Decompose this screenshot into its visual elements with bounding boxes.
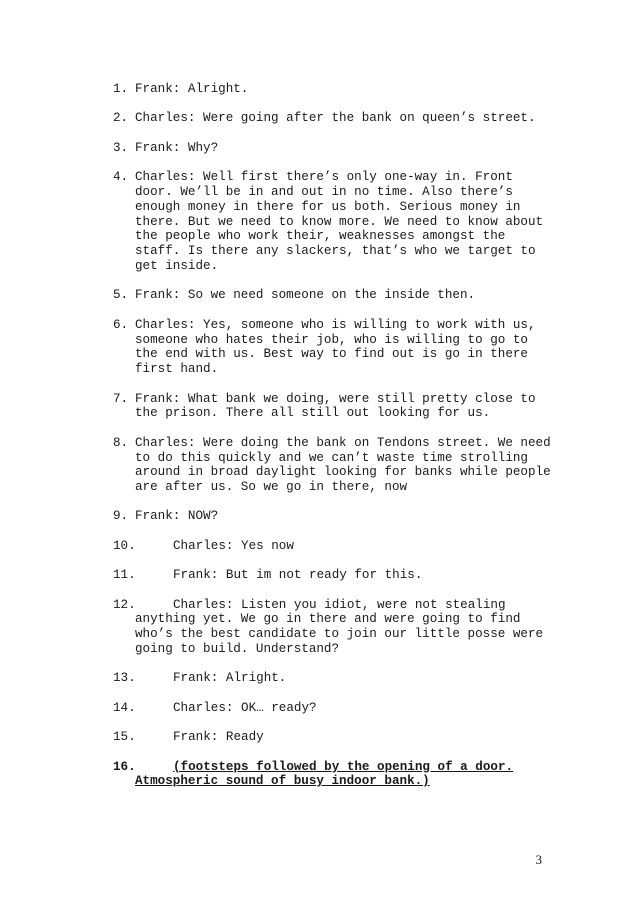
script-line [113,82,553,97]
script-line [113,141,553,156]
stage-direction-text: (footsteps followed by the opening of a door. Atmospheric sound of busy indoor bank.) [135,759,514,789]
line-text: Charles: Listen you idiot, were not stealing anything yet. We go in there and were going to find who’s the best candidate to join our little posse were going to build. Understand? [135,597,544,657]
line-text: Frank: Alright. [135,82,249,96]
script-line [113,568,553,583]
line-text: Frank: NOW? [135,509,219,524]
line-text: Frank: Alright. [173,671,287,686]
page-number: 3 [535,852,542,867]
line-number: 6. [113,317,129,332]
script-line [113,170,553,274]
line-text: Frank: So we need someone on the inside then. [135,288,476,303]
line-text: Charles: Yes, someone who is willing to work with us, someone who hates their job, who is willing to go to the end with us. Best way to find out is go in there first hand. [135,317,536,377]
line-number: 9. [113,509,129,524]
script-line [113,730,553,745]
line-number: 7. [113,391,129,406]
line-text: Frank: Ready [173,730,264,745]
line-number: 15. [113,730,136,745]
line-text: Frank: But im not ready for this. [173,568,423,583]
line-number: 10. [113,538,136,553]
line-number: 14. [113,700,136,715]
line-number: 12. [113,597,136,612]
line-text: Charles: Well first there’s only one-way in. Front door. We’ll be in and out in no time. Also there’s enough money in there for us both. Serious money in there. But we need to know more. We need to know about the people who work their, weaknesses amongst the staff. Is there any slackers, that’s who we target to get inside. [135,170,544,273]
line-text: Frank: Why? [135,140,219,155]
line-number: 5. [113,288,129,303]
script-line [113,111,553,126]
script-line [113,392,553,422]
line-text: Charles: Yes now [173,538,294,553]
line-number: 11. [113,568,136,583]
line-number: 13. [113,671,136,686]
script-line [113,598,553,657]
line-text: Frank: What bank we doing, were still pretty close to the prison. There all still out looking for us. [135,391,536,421]
line-number: 2. [113,111,129,126]
line-number: 3. [113,140,129,155]
line-text: Charles: OK… ready? [173,700,317,715]
line-number: 16. [113,759,136,774]
script-line [113,701,553,716]
line-number: 4. [113,170,129,185]
script-line [113,436,553,495]
script-line [113,539,553,554]
script-line [113,318,553,377]
line-text: Charles: Were doing the bank on Tendons street. We need to do this quickly and we can’t waste time strolling around in broad daylight looking for banks while people are after us. So we go in there, now [135,435,551,495]
line-text: Charles: Were going after the bank on queen’s street. [135,111,536,126]
line-number: 8. [113,435,129,450]
script-line [113,671,553,686]
stage-direction-line [113,760,553,790]
line-number: 1. [113,82,129,96]
script-lines [113,82,553,804]
script-line [113,509,553,524]
script-line [113,288,553,303]
